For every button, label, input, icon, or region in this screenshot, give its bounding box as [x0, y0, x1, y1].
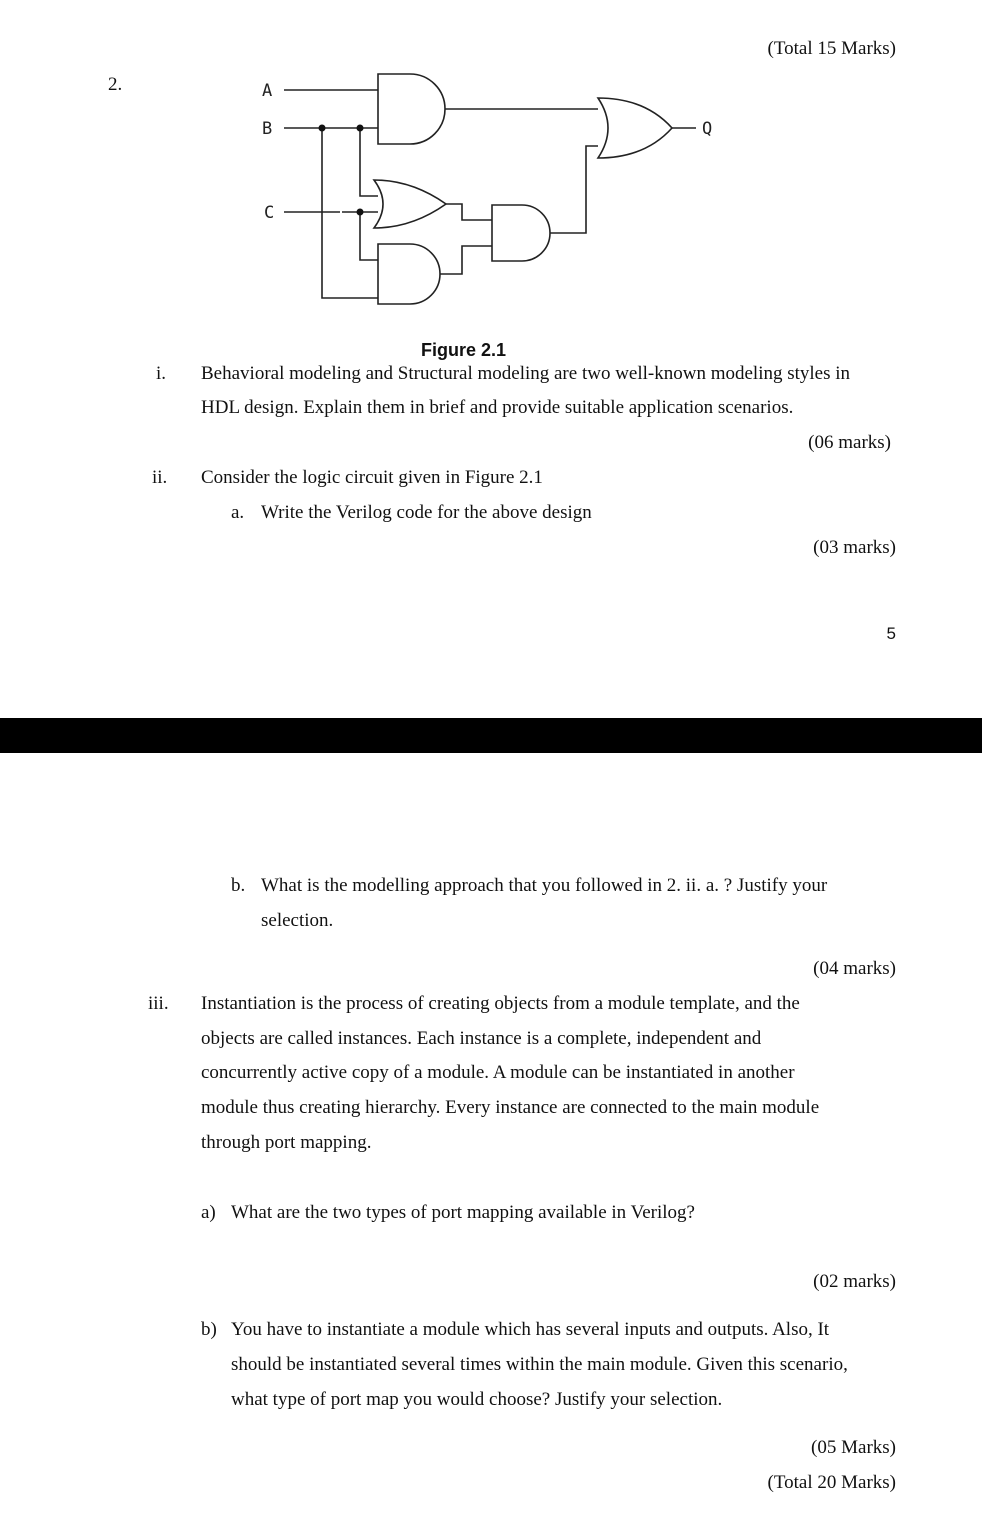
wire-b-branch-or: [360, 128, 378, 196]
part-ii-b-label: b.: [231, 875, 246, 896]
or-gate-1: [374, 180, 446, 228]
part-iii-b-line-2: should be instantiated several times within the main module. Given this scenario,: [231, 1354, 848, 1375]
part-iii-line-5: through port mapping.: [201, 1132, 372, 1153]
part-ii-text: Consider the logic circuit given in Figure 2.1: [201, 467, 543, 488]
total-marks-page2: (Total 20 Marks): [767, 1472, 896, 1493]
part-iii-line-2: objects are called instances. Each instance is a complete, independent and: [201, 1028, 762, 1049]
part-iii-b-line-1: You have to instantiate a module which has several inputs and outputs. Also, It: [231, 1319, 830, 1340]
and-gate-2: [492, 205, 550, 261]
wire-or1-out: [446, 204, 492, 220]
junction-dot: [357, 125, 364, 132]
part-iii-b-line-3: what type of port map you would choose? Justify your selection.: [231, 1389, 723, 1410]
figure-caption: Figure 2.1: [421, 340, 507, 360]
part-i-marks: (06 marks): [808, 432, 891, 453]
wire-and3-out: [440, 246, 492, 274]
junction-dot: [357, 209, 364, 216]
part-iii-a-text: What are the two types of port mapping available in Verilog?: [231, 1202, 695, 1223]
part-iii-numeral: iii.: [148, 993, 169, 1014]
page-number: 5: [886, 624, 896, 643]
logic-circuit-diagram: [0, 60, 982, 330]
part-iii-line-1: Instantiation is the process of creating objects from a module template, and the: [201, 993, 800, 1014]
label-b: B: [262, 119, 273, 139]
wire-c-branch-and3: [360, 212, 378, 260]
wire-and2-out: [550, 146, 598, 233]
or-gate-output: [598, 98, 672, 158]
part-i-line-2: HDL design. Explain them in brief and provide suitable application scenarios.: [201, 397, 794, 418]
and-gate-1: [378, 74, 445, 144]
total-marks-q2: (Total 15 Marks): [767, 38, 896, 59]
part-i-numeral: i.: [156, 363, 167, 384]
part-iii-a-marks: (02 marks): [813, 1271, 896, 1292]
part-iii-a-label: a): [201, 1202, 216, 1223]
part-ii-b-line-2: selection.: [261, 910, 334, 931]
junction-dot: [319, 125, 326, 132]
wire-b-branch-and3: [322, 128, 378, 298]
part-ii-b-line-1: What is the modelling approach that you followed in 2. ii. a. ? Justify your: [261, 875, 828, 896]
label-q: Q: [702, 119, 713, 139]
part-ii-a-label: a.: [231, 502, 245, 523]
part-ii-b-marks: (04 marks): [813, 958, 896, 979]
label-a: A: [262, 81, 273, 101]
part-iii-line-4: module thus creating hierarchy. Every instance are connected to the main module: [201, 1097, 820, 1118]
and-gate-3: [378, 244, 440, 304]
part-iii-b-label: b): [201, 1319, 217, 1340]
page-separator: [0, 718, 982, 753]
part-ii-a-marks: (03 marks): [813, 537, 896, 558]
part-iii-b-marks: (05 Marks): [811, 1437, 896, 1458]
part-iii-line-3: concurrently active copy of a module. A module can be instantiated in another: [201, 1062, 795, 1083]
question-number: 2.: [108, 74, 123, 95]
part-ii-a-text: Write the Verilog code for the above design: [261, 502, 592, 523]
part-i-line-1: Behavioral modeling and Structural modeling are two well-known modeling styles in: [201, 363, 851, 384]
label-c: C: [264, 203, 275, 223]
part-ii-numeral: ii.: [152, 467, 168, 488]
